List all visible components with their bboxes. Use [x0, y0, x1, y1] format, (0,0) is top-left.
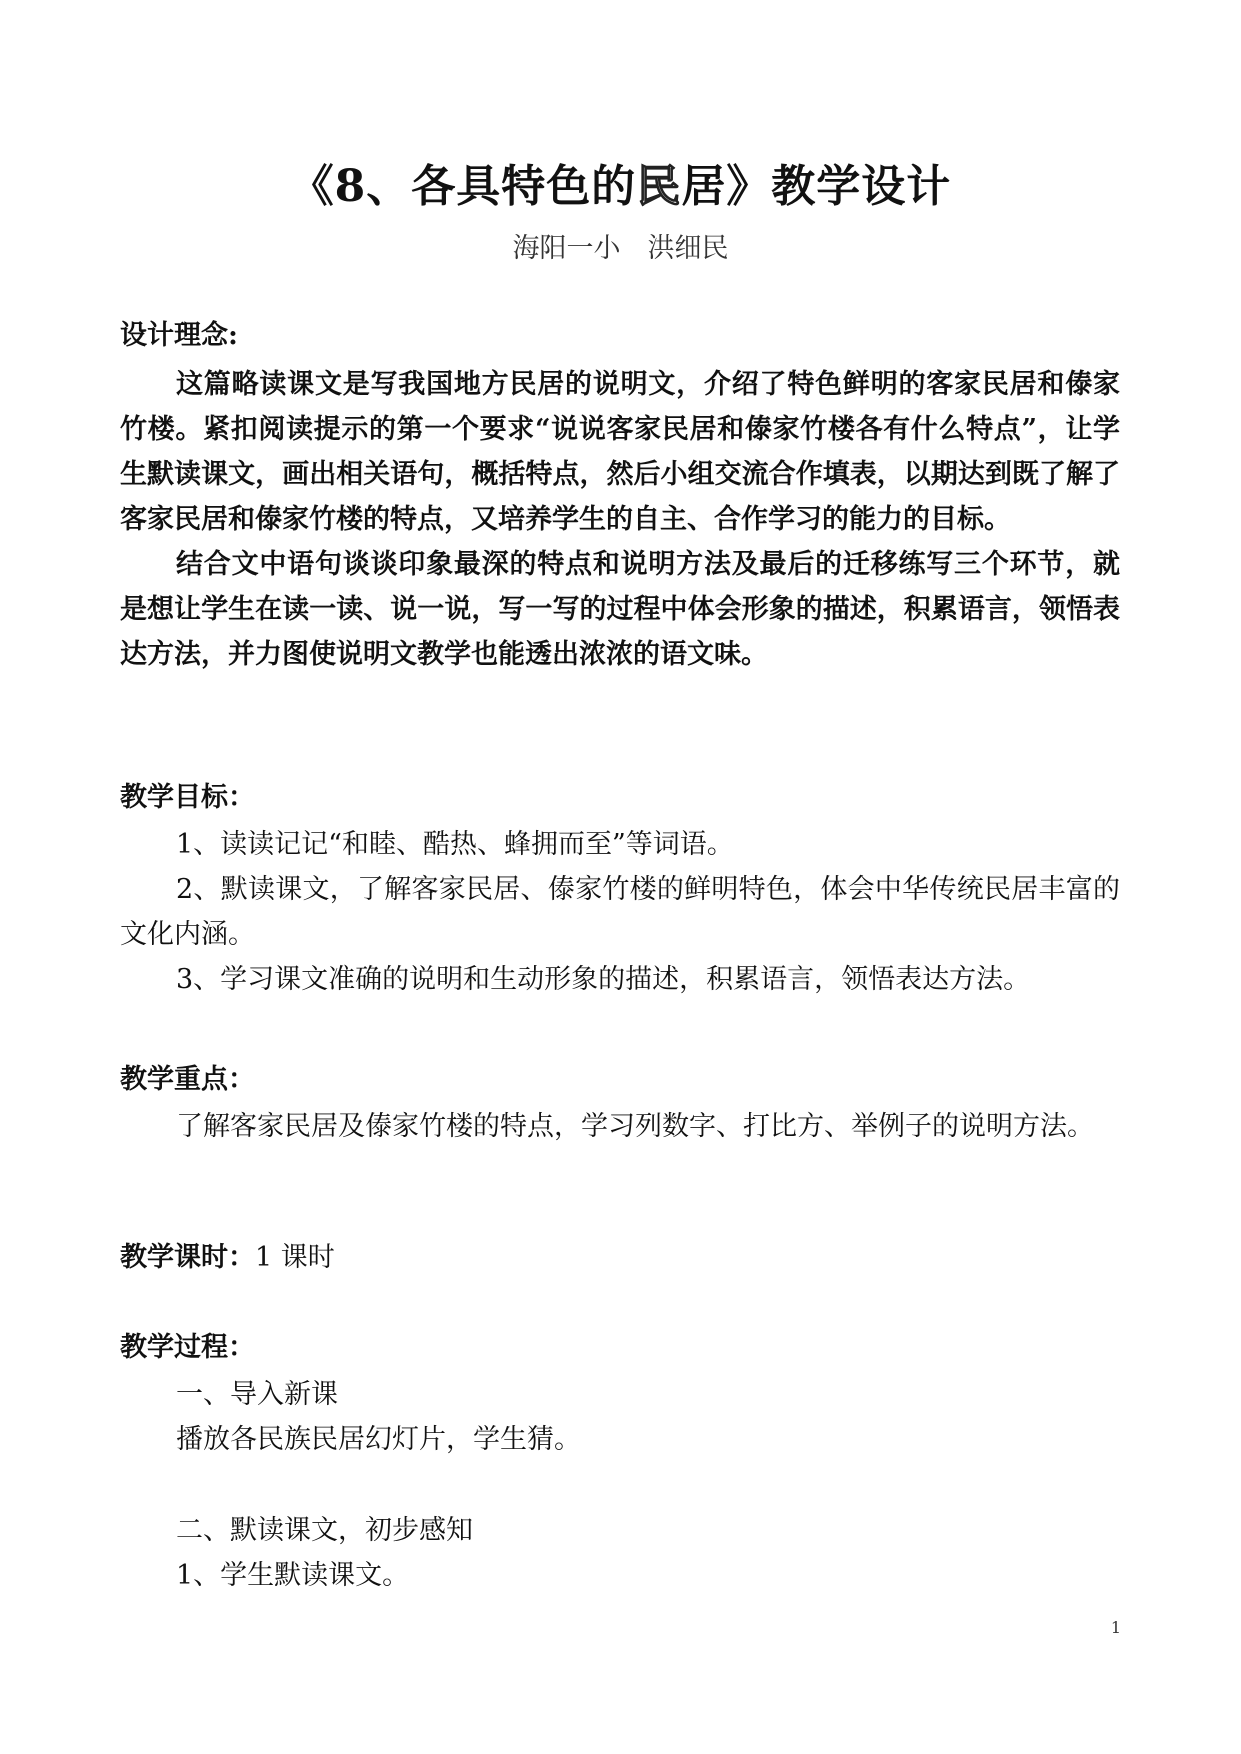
section-heading-goals: 教学目标：: [120, 782, 255, 813]
section-focus: [120, 1060, 1120, 1149]
process-step-1-text: 播放各民族民居幻灯片，学生猜。: [176, 1424, 581, 1455]
section-process: [120, 1328, 1120, 1598]
duration-label: 教学课时：: [120, 1242, 255, 1273]
page-number: 1: [1110, 1618, 1121, 1637]
process-step-2-title: 二、默读课文，初步感知: [176, 1515, 473, 1546]
title-part-2: 居》教学设计: [681, 161, 952, 212]
section-goals: [120, 778, 1120, 1002]
section-heading-focus: 教学重点：: [120, 1064, 255, 1095]
author-line: 海阳一小 洪细民: [512, 233, 729, 264]
goal-item-3: 3、学习课文准确的说明和生动形象的描述，积累语言，领悟表达方法。: [176, 964, 1031, 995]
title-outlined-char: 民: [636, 161, 682, 212]
process-step-2-item-1: 1、学生默读课文。: [176, 1560, 410, 1591]
section-heading-concept: 设计理念:: [120, 320, 238, 351]
concept-paragraph-2: 结合文中语句谈谈印象最深的特点和说明方法及最后的迁移练写三个环节，就是想让学生在读一读、说一说，写一写的过程中体会形象的描述，积累语言，领悟表达方法，并力图使说明文教学也能透出浓浓的语文味。: [120, 549, 1120, 670]
goal-item-2: 2、默读课文，了解客家民居、傣家竹楼的鲜明特色，体会中华传统民居丰富的文化内涵。: [120, 874, 1120, 950]
section-duration: [120, 1238, 1120, 1278]
duration-line: [120, 1238, 1120, 1278]
title-part-1: 《8、各具特色的: [289, 161, 637, 212]
section-heading-process: 教学过程：: [120, 1332, 255, 1363]
document-title: [0, 150, 1241, 214]
concept-paragraph-1: 这篇略读课文是写我国地方民居的说明文，介绍了特色鲜明的客家民居和傣家竹楼。紧扣阅读提示的第一个要求“说说客家民居和傣家竹楼各有什么特点”，让学生默读课文，画出相关语句，概括特点，然后小组交流合作填表，以期达到既了解了客家民居和傣家竹楼的特点，又培养学生的自主、合作学习的能力的目标。: [120, 369, 1120, 535]
focus-paragraph: 了解客家民居及傣家竹楼的特点，学习列数字、打比方、举例子的说明方法。: [176, 1111, 1094, 1142]
process-step-1-title: 一、导入新课: [176, 1379, 338, 1410]
duration-value: 1 课时: [255, 1242, 335, 1273]
section-concept: [120, 316, 1120, 677]
goal-item-1: 1、读读记记“和睦、酷热、蜂拥而至”等词语。: [176, 829, 734, 860]
